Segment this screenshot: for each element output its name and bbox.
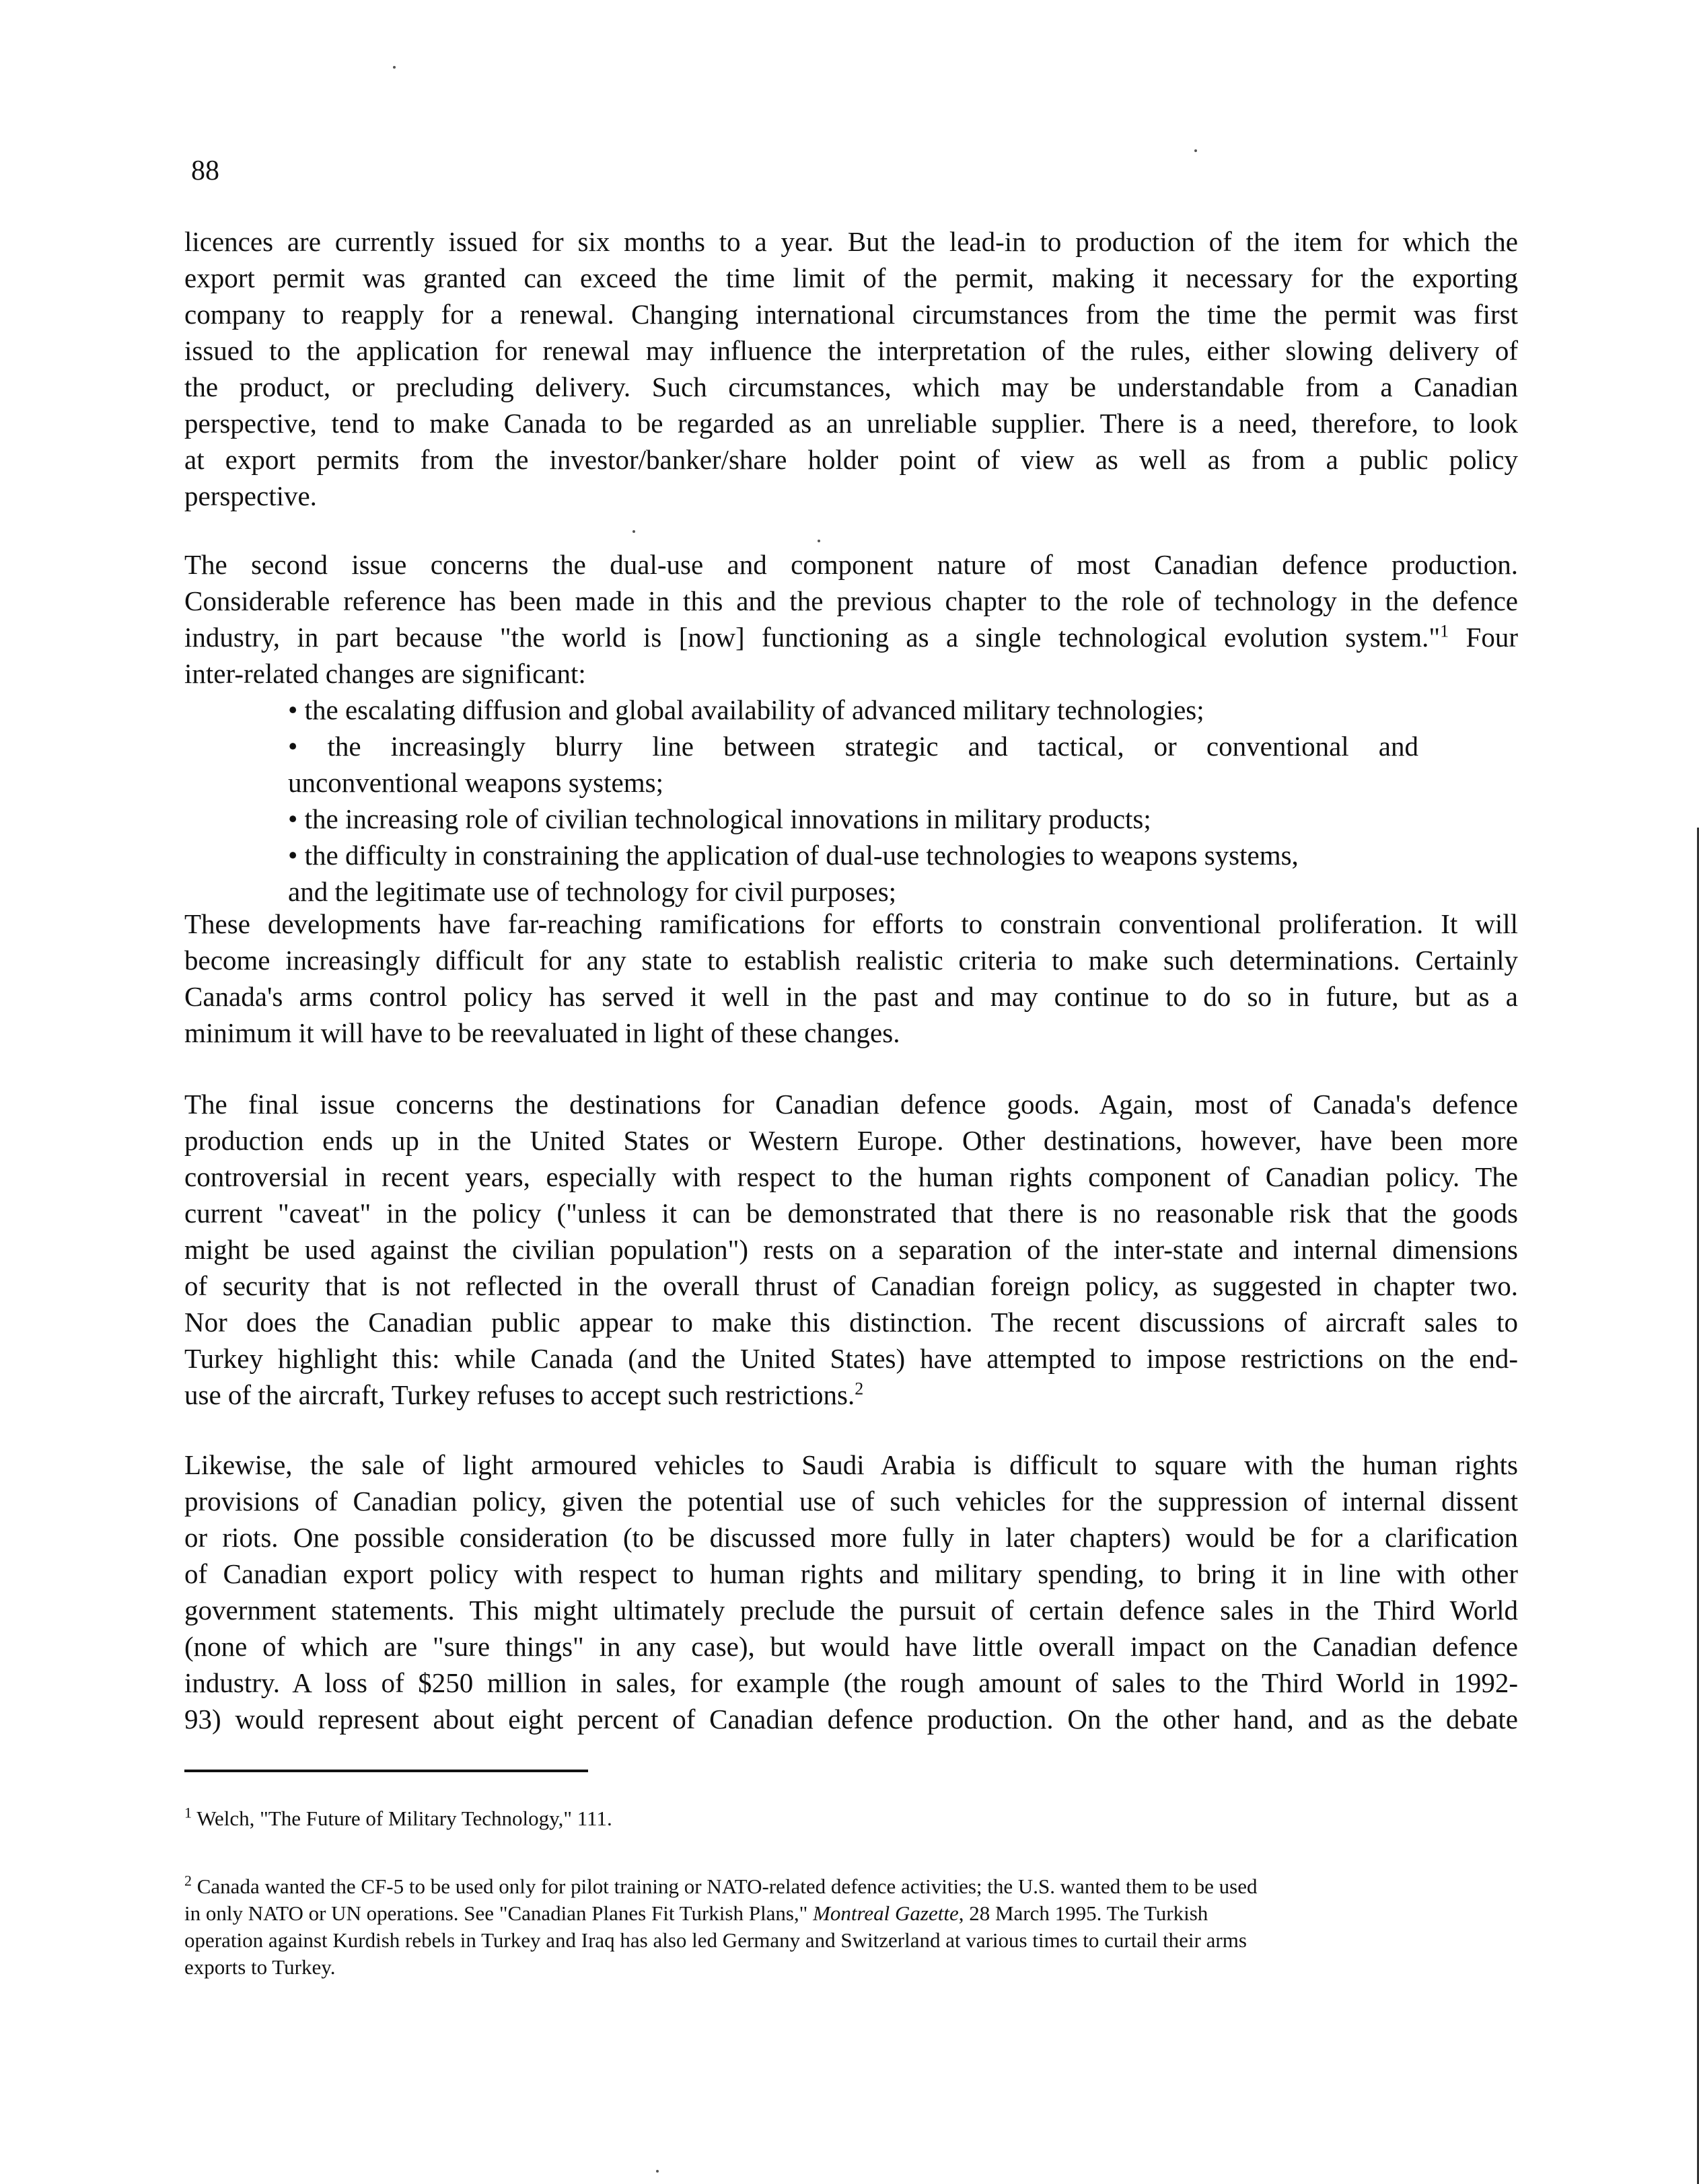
footnote-text: Welch, "The Future of Military Technology," 111.	[196, 1807, 612, 1830]
text-line: current "caveat" in the policy ("unless it can be demonstrated that there is no reasonable risk that the goods	[184, 1198, 1518, 1229]
scan-speck	[818, 540, 820, 542]
text-line	[184, 1900, 1476, 1927]
footnote-text: , 28 March 1995. The Turkish	[958, 1901, 1208, 1925]
text-line: Nor does the Canadian public appear to make this distinction. The recent discussions of aircraft sales to	[184, 1307, 1518, 1338]
paragraph-developments	[184, 906, 1518, 1051]
text-line: (none of which are "sure things" in any case), but would have little overall impact on the Canadian defence	[184, 1631, 1518, 1662]
text-line: become increasingly difficult for any state to establish realistic criteria to make such determinations. Certainly	[184, 945, 1518, 976]
text-line: provisions of Canadian policy, given the potential use of such vehicles for the suppression of internal dissent	[184, 1486, 1518, 1517]
text-line	[184, 1805, 1476, 1832]
text-line: and the legitimate use of technology for civil purposes;	[288, 876, 897, 907]
footnote-text: Canada wanted the CF-5 to be used only for pilot training or NATO-related defence activities; the U.S. wanted them to be used	[196, 1874, 1258, 1898]
footnote-ref-1: 1	[1440, 621, 1449, 641]
text-line: issued to the application for renewal may influence the interpretation of the rules, either slowing delivery of	[184, 335, 1518, 366]
list-item	[288, 801, 1418, 837]
text-line: licences are currently issued for six months to a year. But the lead-in to production of the item for which the	[184, 226, 1518, 257]
footnote-ref-2: 2	[855, 1379, 864, 1399]
text-line: Likewise, the sale of light armoured vehicles to Saudi Arabia is difficult to square with the human rights	[184, 1449, 1518, 1480]
text-line: perspective, tend to make Canada to be regarded as an unreliable supplier. There is a need, therefore, to look	[184, 408, 1518, 439]
text-line: government statements. This might ultimately preclude the pursuit of certain defence sales in the Third World	[184, 1595, 1518, 1626]
bullet-list	[288, 692, 1418, 910]
text-fragment: Four	[1449, 622, 1518, 653]
text-line: controversial in recent years, especially with respect to the human rights component of Canadian policy. The	[184, 1161, 1518, 1192]
text-fragment: use of the aircraft, Turkey refuses to accept such restrictions.	[184, 1379, 855, 1410]
footnote-marker: 2	[184, 1872, 192, 1889]
text-line: Canada's arms control policy has served it well in the past and may continue to do so in future, but as a	[184, 981, 1518, 1012]
text-line: Considerable reference has been made in this and the previous chapter to the role of technology in the defence	[184, 585, 1518, 616]
text-line: or riots. One possible consideration (to be discussed more fully in later chapters) would be for a clarification	[184, 1522, 1518, 1553]
list-item	[288, 728, 1418, 801]
publication-title: Montreal Gazette	[813, 1901, 959, 1925]
text-line: 93) would represent about eight percent of Canadian defence production. On the other hand, and as the debate	[184, 1704, 1518, 1735]
scan-speck	[656, 2170, 659, 2173]
footnote-divider	[184, 1770, 588, 1772]
text-line	[184, 1377, 1518, 1413]
list-item	[288, 837, 1418, 910]
footnote-1	[184, 1805, 1476, 1832]
text-line: export permit was granted can exceed the time limit of the permit, making it necessary for the exporting	[184, 262, 1518, 293]
text-line: unconventional weapons systems;	[288, 767, 663, 798]
text-line: minimum it will have to be reevaluated in light of these changes.	[184, 1017, 900, 1048]
text-line: of security that is not reflected in the overall thrust of Canadian foreign policy, as suggested in chapter two.	[184, 1270, 1518, 1301]
text-line: The second issue concerns the dual-use and component nature of most Canadian defence production.	[184, 549, 1518, 580]
footnote-2	[184, 1873, 1476, 1981]
text-line: • the increasing role of civilian technological innovations in military products;	[288, 803, 1151, 834]
page-number: 88	[191, 155, 219, 186]
text-line: Turkey highlight this: while Canada (and the United States) have attempted to impose restrictions on the end-	[184, 1343, 1518, 1374]
text-line: industry. A loss of $250 million in sales, for example (the rough amount of sales to the Third World in 1992-	[184, 1667, 1518, 1698]
text-line: production ends up in the United States or Western Europe. Other destinations, however, have been more	[184, 1125, 1518, 1156]
list-item	[288, 692, 1418, 728]
footnote-text: in only NATO or UN operations. See "Canadian Planes Fit Turkish Plans,"	[184, 1901, 814, 1925]
text-line: operation against Kurdish rebels in Turkey and Iraq has also led Germany and Switzerland at various times to curtail their arms	[184, 1928, 1247, 1952]
text-line: • the increasingly blurry line between strategic and tactical, or conventional and	[288, 731, 1418, 762]
text-line: The final issue concerns the destinations for Canadian defence goods. Again, most of Canada's defence	[184, 1089, 1518, 1120]
text-line: of Canadian export policy with respect to human rights and military spending, to bring it in line with other	[184, 1558, 1518, 1589]
text-line: • the difficulty in constraining the application of dual-use technologies to weapons systems,	[288, 840, 1299, 871]
scan-speck	[393, 66, 396, 69]
text-line: inter-related changes are significant:	[184, 658, 586, 689]
text-line: might be used against the civilian population") rests on a separation of the inter-state and internal dimensions	[184, 1234, 1518, 1265]
scan-speck	[1194, 149, 1197, 152]
text-line	[184, 619, 1518, 655]
text-line: the product, or precluding delivery. Such circumstances, which may be understandable from a Canadian	[184, 371, 1518, 402]
text-line: at export permits from the investor/banker/share holder point of view as well as from a public policy	[184, 444, 1518, 475]
text-line: perspective.	[184, 480, 317, 511]
scan-speck	[632, 530, 635, 533]
text-line: These developments have far-reaching ramifications for efforts to constrain conventional proliferation. It will	[184, 908, 1518, 939]
paragraph-licences	[184, 223, 1518, 514]
text-fragment: industry, in part because "the world is [now] functioning as a single technological evolution system."	[184, 622, 1441, 653]
paragraph-likewise	[184, 1447, 1518, 1737]
text-line: company to reapply for a renewal. Changing international circumstances from the time the permit was first	[184, 299, 1518, 330]
paragraph-second-issue	[184, 546, 1518, 692]
text-line: exports to Turkey.	[184, 1955, 336, 1979]
footnote-marker: 1	[184, 1804, 192, 1821]
text-line	[184, 1873, 1476, 1900]
paragraph-final-issue	[184, 1086, 1518, 1413]
text-line: • the escalating diffusion and global availability of advanced military technologies;	[288, 694, 1204, 725]
